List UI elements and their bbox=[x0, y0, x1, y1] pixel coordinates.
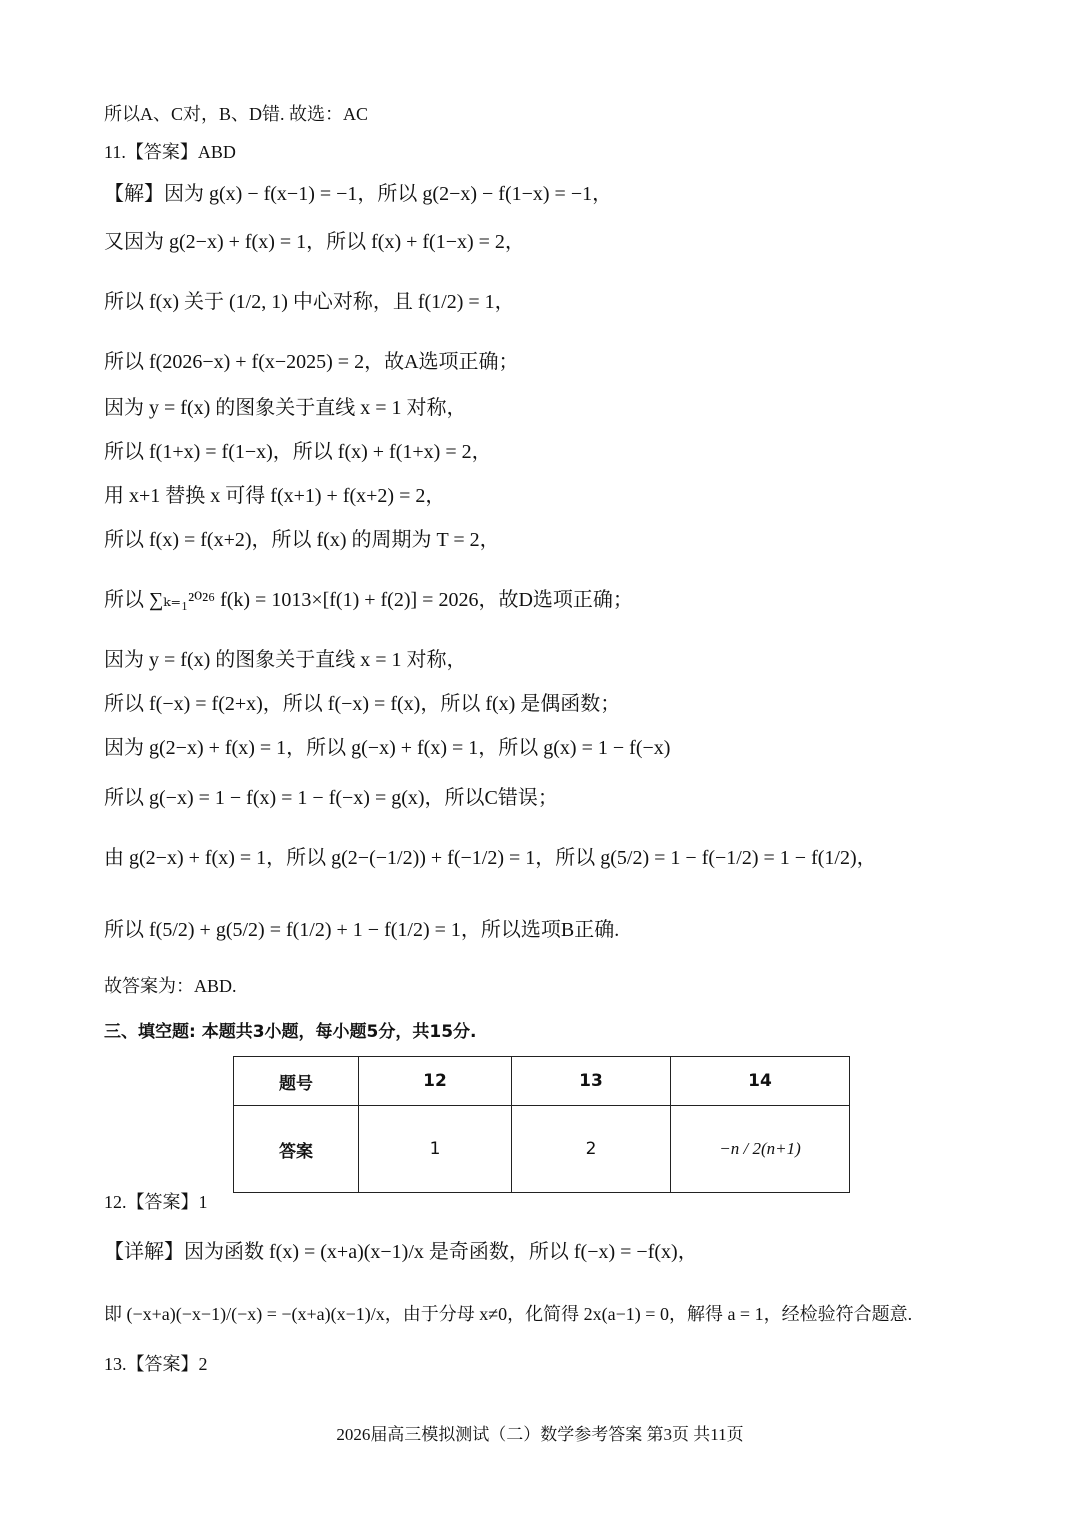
solution-line: 因为 y = f(x) 的图象关于直线 x = 1 对称， bbox=[104, 649, 467, 671]
table-column-header: 12 bbox=[359, 1057, 512, 1106]
solution-line: 【解】因为 g(x) − f(x−1) = −1，所以 g(2−x) − f(1−x) = −1， bbox=[104, 183, 613, 205]
table-column-header: 13 bbox=[512, 1057, 671, 1106]
solution-line: 所以 f(2026−x) + f(x−2025) = 2，故A选项正确； bbox=[104, 351, 519, 373]
solution-line: 由 g(2−x) + f(x) = 1，所以 g(2−(−1/2)) + f(−1/2) = 1，所以 g(5/2) = 1 − f(−1/2) = 1 − f(1/2)， bbox=[104, 847, 877, 869]
solution-line: 即 (−x+a)(−x−1)/(−x) = −(x+a)(x−1)/x，由于分母 x≠0，化简得 2x(a−1) = 0，解得 a = 1，经检验符合题意. bbox=[104, 1304, 913, 1324]
solution-line: 【详解】因为函数 f(x) = (x+a)(x−1)/x 是奇函数，所以 f(−x) = −f(x)， bbox=[104, 1241, 698, 1263]
answer-table bbox=[233, 1056, 850, 1193]
page-footer: 2026届高三模拟测试（二）数学参考答案 第3页 共11页 bbox=[336, 1425, 744, 1444]
solution-line: 所以 f(x) 关于 (1/2, 1) 中心对称，且 f(1/2) = 1， bbox=[104, 291, 515, 313]
table-cell: 1 bbox=[359, 1106, 512, 1193]
answer-heading-12: 12.【答案】1 bbox=[104, 1192, 208, 1212]
table-row bbox=[234, 1106, 850, 1193]
solution-line: 因为 y = f(x) 的图象关于直线 x = 1 对称， bbox=[104, 397, 467, 419]
table-header-row bbox=[234, 1057, 850, 1106]
solution-line: 所以 f(x) = f(x+2)，所以 f(x) 的周期为 T = 2， bbox=[104, 529, 500, 551]
conclusion-line: 故答案为：ABD. bbox=[104, 976, 237, 996]
solution-line: 所以 ∑ₖ₌₁²⁰²⁶ f(k) = 1013×[f(1) + f(2)] = 2026，故D选项正确； bbox=[104, 589, 633, 611]
answer-heading-13: 13.【答案】2 bbox=[104, 1354, 208, 1374]
solution-line: 所以 f(−x) = f(2+x)，所以 f(−x) = f(x)，所以 f(x) 是偶函数； bbox=[104, 693, 621, 715]
solution-line: 又因为 g(2−x) + f(x) = 1，所以 f(x) + f(1−x) = 2， bbox=[104, 231, 525, 253]
solution-line: 因为 g(2−x) + f(x) = 1，所以 g(−x) + f(x) = 1，所以 g(x) = 1 − f(−x) bbox=[104, 737, 671, 759]
solution-line: 所以 g(−x) = 1 − f(x) = 1 − f(−x) = g(x)，所以C错误； bbox=[104, 787, 558, 809]
solution-line: 所以 f(5/2) + g(5/2) = f(1/2) + 1 − f(1/2) = 1，所以选项B正确. bbox=[104, 919, 620, 941]
table-column-header: 14 bbox=[671, 1057, 850, 1106]
table-row-label: 答案 bbox=[234, 1106, 359, 1193]
table-header-label: 题号 bbox=[234, 1057, 359, 1106]
answer-heading-11: 11.【答案】ABD bbox=[104, 142, 236, 162]
solution-line: 用 x+1 替换 x 可得 f(x+1) + f(x+2) = 2， bbox=[104, 485, 446, 507]
table-cell: −n / 2(n+1) bbox=[671, 1106, 850, 1193]
text-line: 所以A、C对，B、D错. 故选：AC bbox=[104, 104, 369, 124]
table-cell: 2 bbox=[512, 1106, 671, 1193]
section-heading: 三、填空题: 本题共3小题，每小题5分，共15分. bbox=[104, 1022, 477, 1042]
solution-line: 所以 f(1+x) = f(1−x)，所以 f(x) + f(1+x) = 2， bbox=[104, 441, 492, 463]
